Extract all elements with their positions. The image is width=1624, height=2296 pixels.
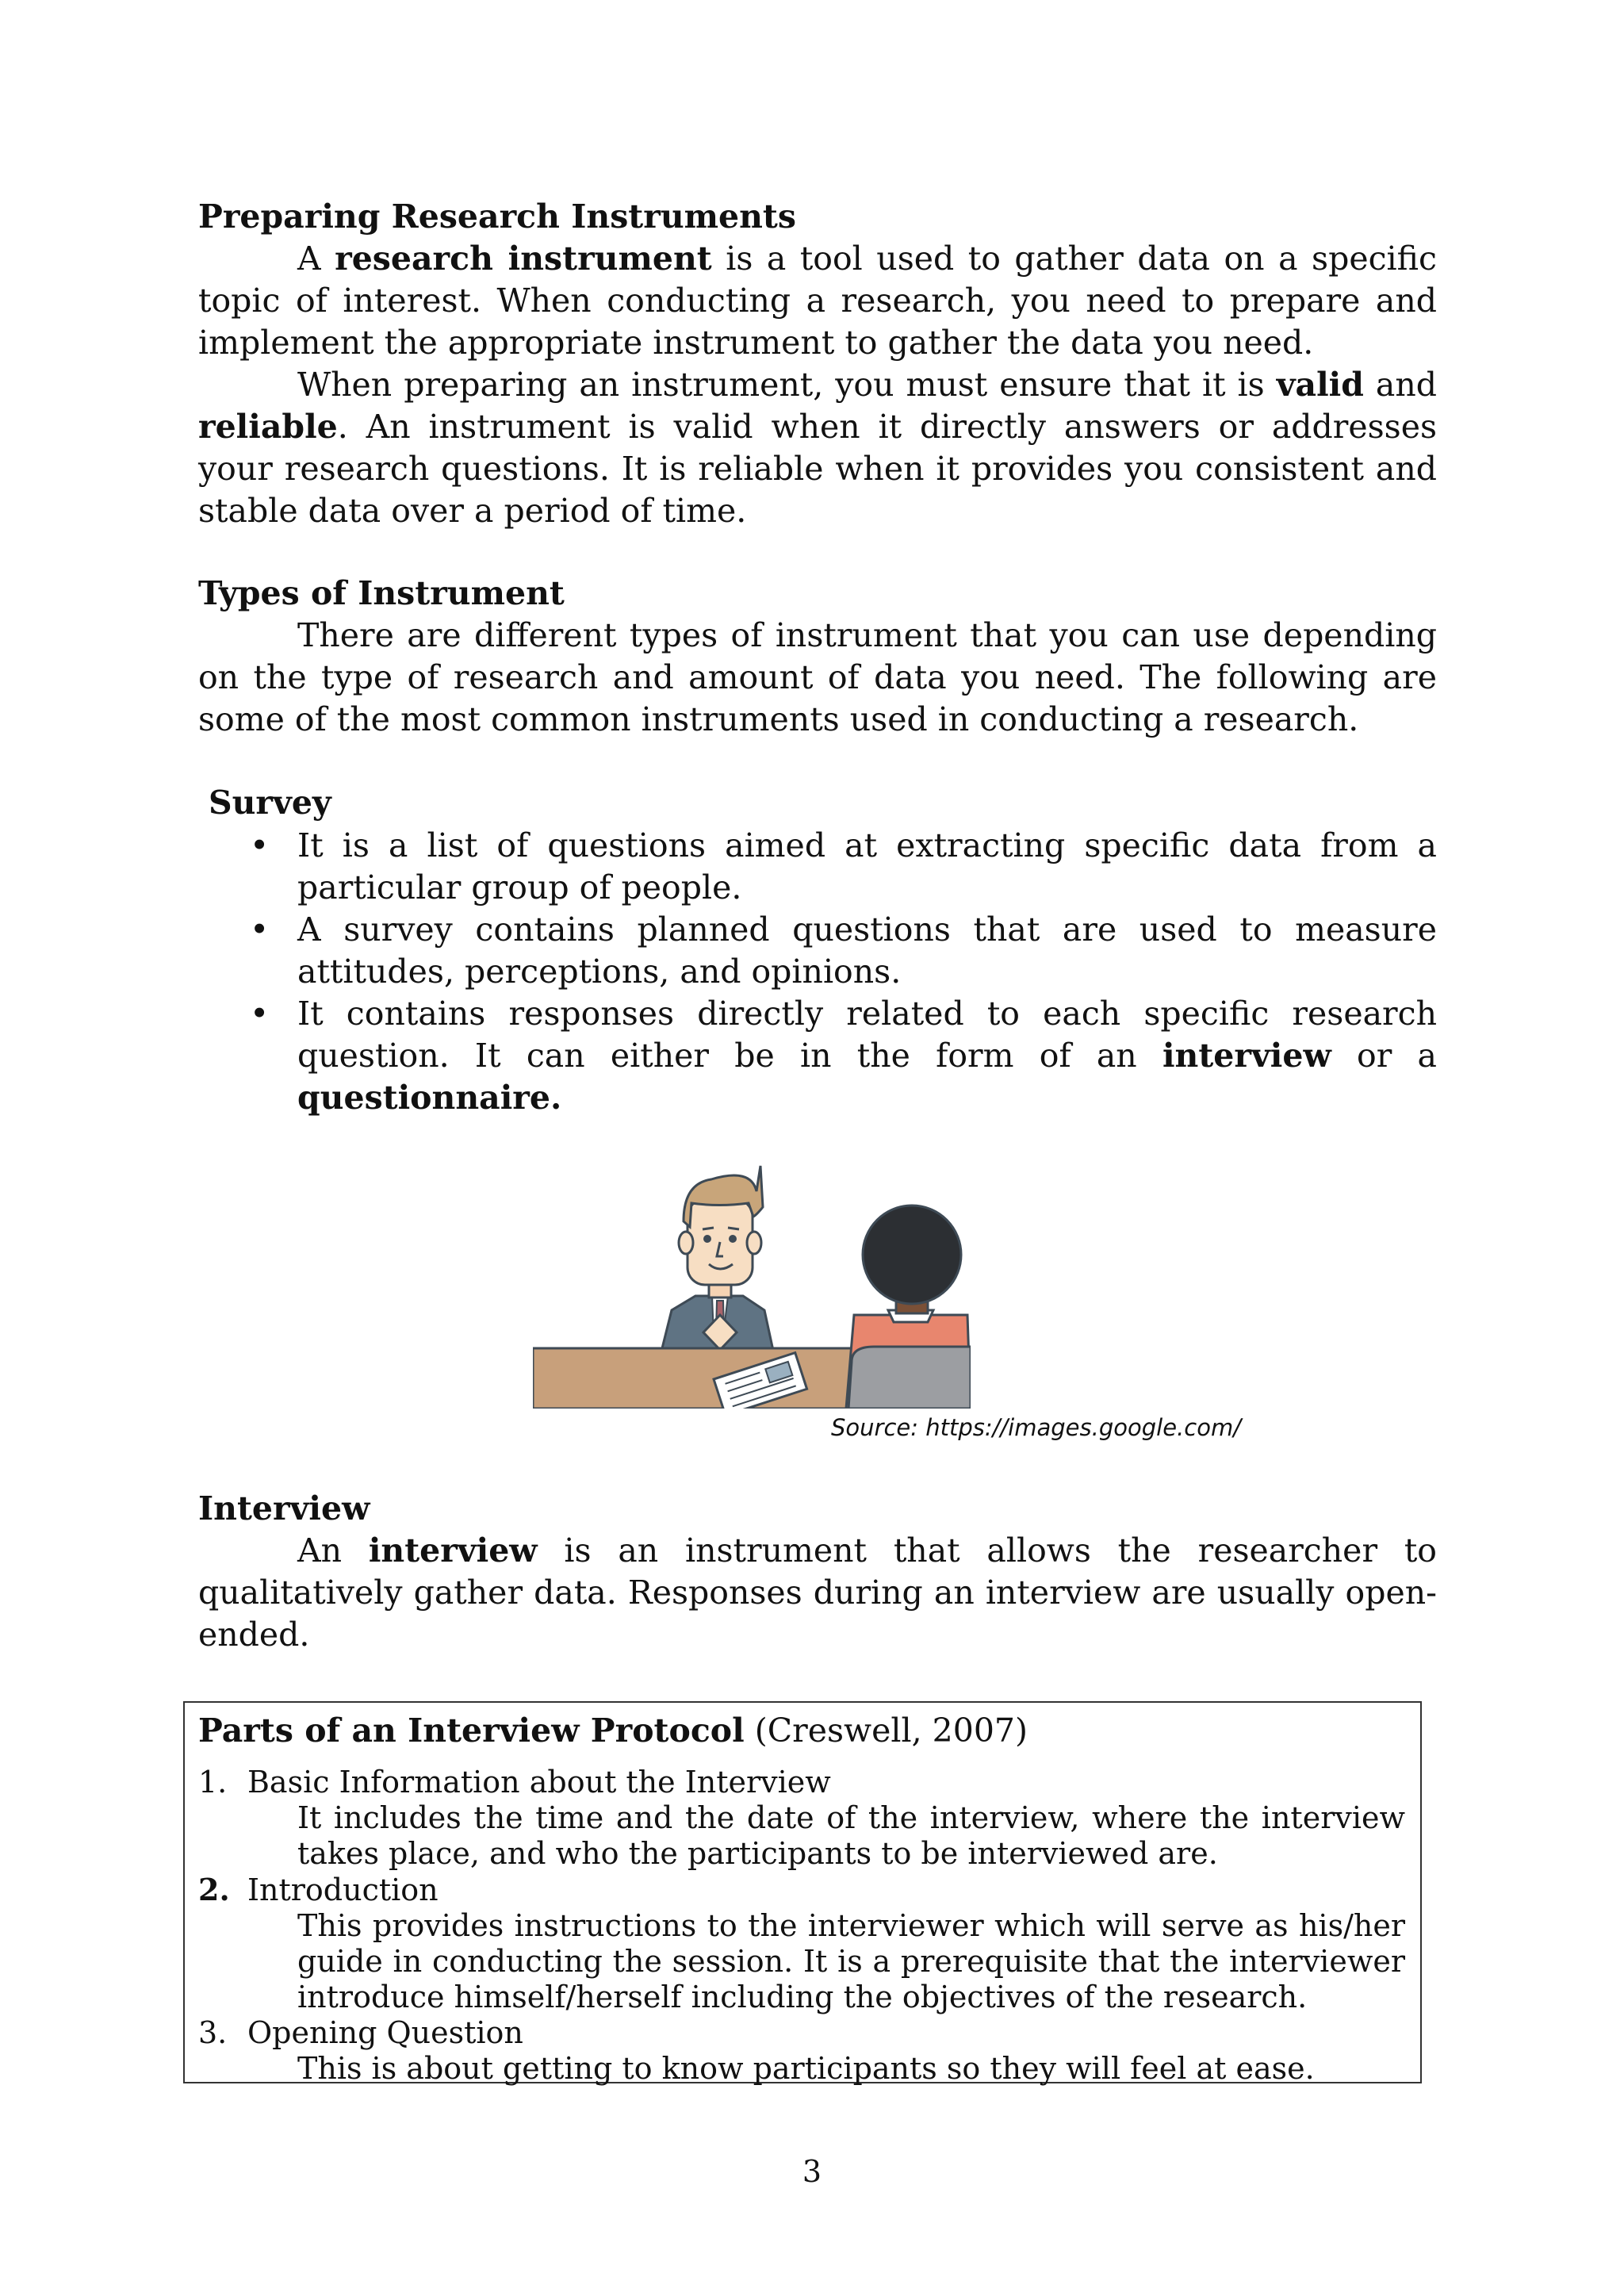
bold-term-research-instrument: research instrument <box>335 240 712 278</box>
page-number: 3 <box>802 2154 822 2189</box>
protocol-box-title <box>198 1711 1028 1750</box>
bullet-icon: • <box>250 910 270 949</box>
section-title-preparing-instruments: Preparing Research Instruments <box>198 197 796 236</box>
figure-source-caption: Source: https://images.google.com/ <box>831 1414 1241 1441</box>
item-description: This is about getting to know participants so they will feel at ease. <box>297 2051 1315 2086</box>
protocol-title-bold: Parts of an Interview Protocol <box>198 1711 745 1750</box>
interview-protocol-box <box>183 1701 1422 2086</box>
item-number: 3. <box>198 2015 228 2050</box>
bullet-text: or a <box>1331 1037 1437 1075</box>
paragraph-valid-reliable <box>198 364 1437 532</box>
text-span: is a tool used to gather data on a specific topic of interest. When conducting a research, you need to prepare and implement the appropriate instrument to gather the data you need. <box>198 240 1437 362</box>
protocol-list <box>198 1765 1405 2087</box>
text-span: is an instrument that allows the researcher to qualitatively gather data. Responses during an interview are usually open-ended. <box>198 1531 1437 1654</box>
bullet-text: It is a list of questions aimed at extracting specific data from a particular group of people. <box>297 826 1437 907</box>
protocol-item-heading <box>198 1872 1405 1908</box>
paragraph-research-instrument <box>198 238 1437 364</box>
list-item <box>198 993 1437 1119</box>
item-number: 1. <box>198 1765 228 1800</box>
item-label: Introduction <box>247 1872 439 1907</box>
section-title-interview: Interview <box>198 1489 370 1527</box>
item-description: It includes the time and the date of the interview, where the interview takes place, and who the participants to be interviewed are. <box>297 1800 1405 1871</box>
protocol-title-citation: (Creswell, 2007) <box>744 1711 1028 1750</box>
protocol-item-heading <box>198 1765 1405 1800</box>
text-span: When preparing an instrument, you must ensure that it is <box>297 366 1277 404</box>
item-description: This provides instructions to the interviewer which will serve as his/her guide in conducting the session. It is a prerequisite that the interviewer introduce himself/herself including the objectives of the research. <box>297 1908 1405 2014</box>
list-item <box>198 909 1437 993</box>
survey-bullet-list <box>198 825 1437 1119</box>
item-number: 2. <box>198 1872 230 1907</box>
text-span: An <box>297 1531 369 1570</box>
bold-term-valid: valid <box>1276 366 1364 404</box>
bold-term-questionnaire: questionnaire. <box>297 1079 562 1117</box>
text-span: . An instrument is valid when it directly answers or addresses your research questions. It is reliable when it provides you consistent and stable data over a period of time. <box>198 408 1437 530</box>
list-item <box>198 1872 1405 2015</box>
paragraph-types-of-instrument: There are different types of instrument that you can use depending on the type of research and amount of data you need. The following are some of the most common instruments used in conducting a research. <box>198 616 1437 738</box>
text-span: A <box>297 240 335 278</box>
subsection-title-survey: Survey <box>209 784 331 822</box>
protocol-item-heading <box>198 2015 1405 2051</box>
section-title-types-of-instrument: Types of Instrument <box>198 574 565 612</box>
interview-illustration-icon <box>533 1159 971 1409</box>
list-item <box>198 1765 1405 1872</box>
bold-term-reliable: reliable <box>198 408 338 446</box>
bullet-text: A survey contains planned questions that are used to measure attitudes, perceptions, and opinions. <box>297 910 1437 991</box>
bold-term-interview: interview <box>1162 1037 1331 1075</box>
list-item <box>198 825 1437 909</box>
paragraph-interview <box>198 1530 1437 1656</box>
bullet-icon: • <box>250 995 270 1033</box>
bold-term-interview: interview <box>368 1531 538 1570</box>
bullet-text: It contains responses directly related to each specific research question. It can either be in the form of an <box>297 995 1437 1075</box>
text-span: and <box>1363 366 1437 404</box>
bullet-icon: • <box>250 826 270 864</box>
list-item <box>198 2015 1405 2087</box>
item-label: Opening Question <box>247 2015 523 2050</box>
item-label: Basic Information about the Interview <box>247 1765 831 1800</box>
